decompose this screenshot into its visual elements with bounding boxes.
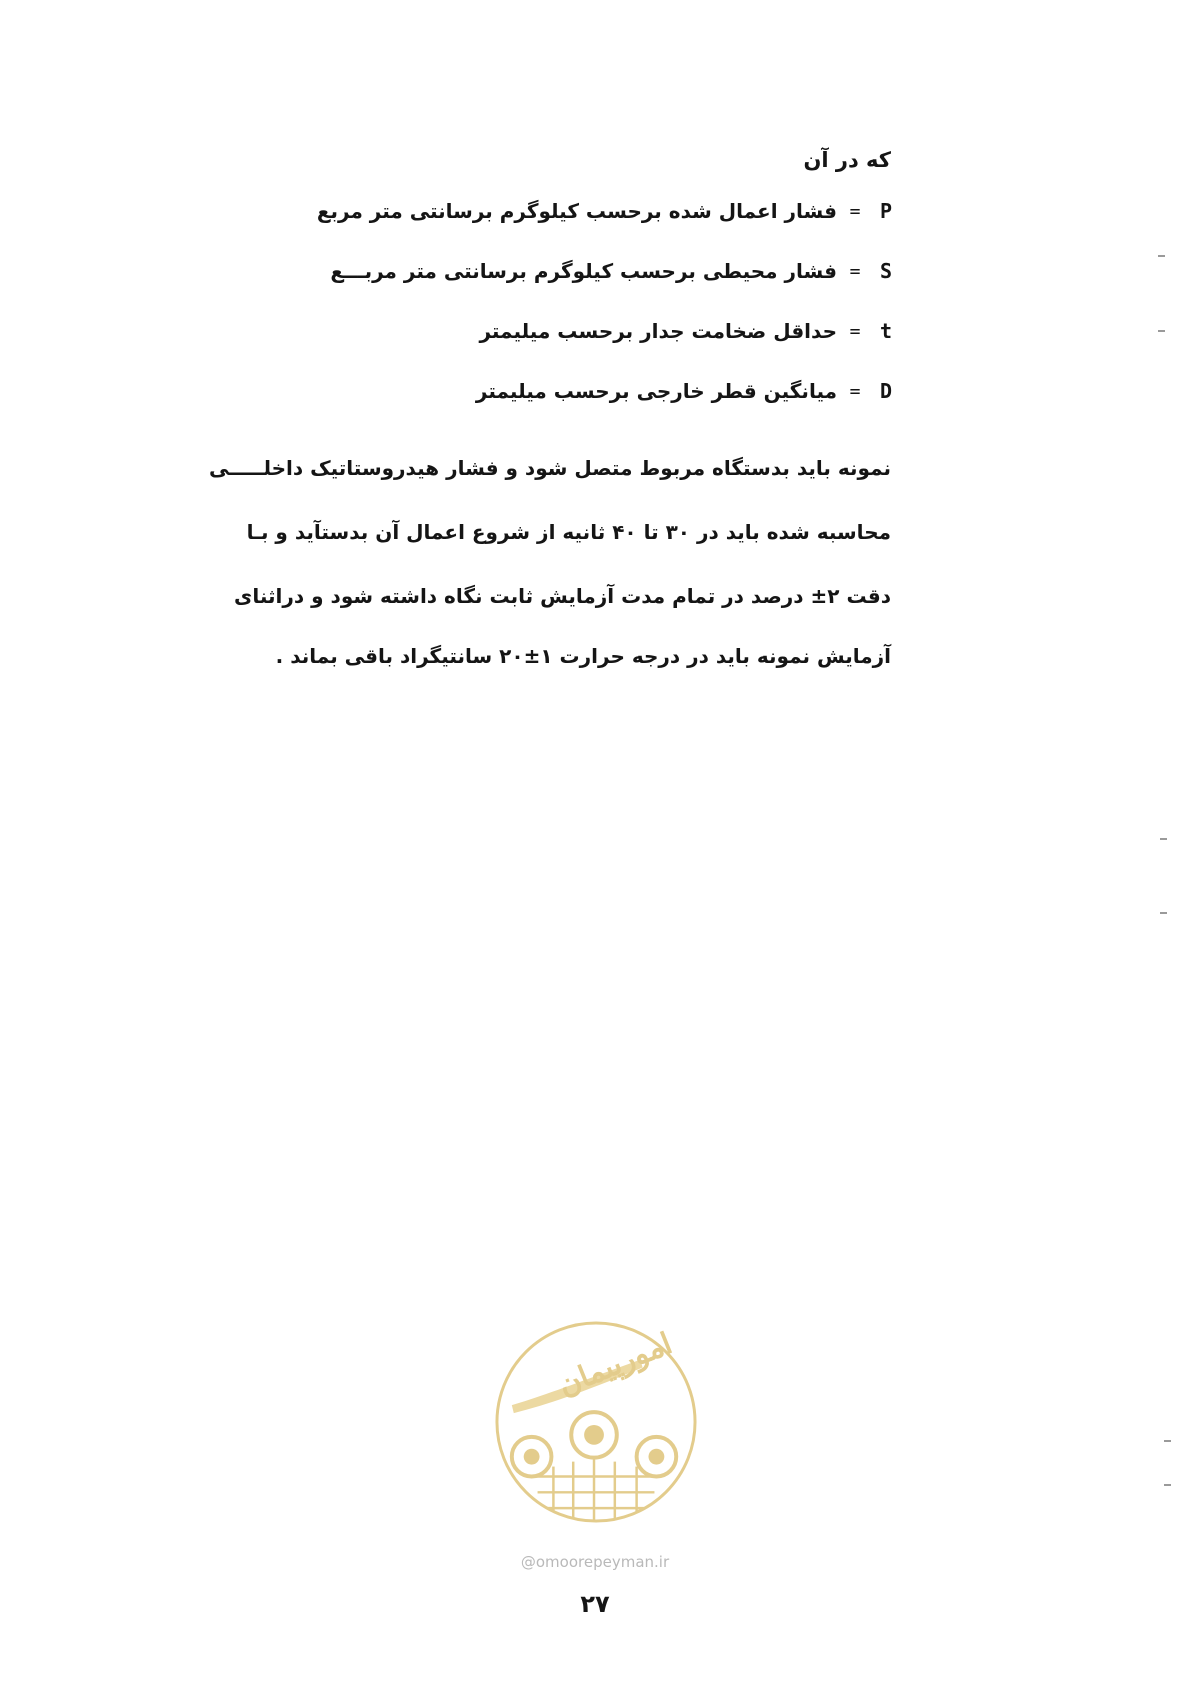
scan-speck [1160, 838, 1167, 840]
scan-speck [1158, 255, 1165, 257]
definition-symbol: S [879, 259, 893, 283]
scan-speck [1160, 912, 1167, 914]
definition-row-p [317, 196, 899, 226]
definition-row-s [330, 256, 899, 286]
watermark-logo-text: امورپیمان [553, 1326, 678, 1404]
definition-equals: = [849, 320, 861, 342]
definition-symbol: D [879, 379, 893, 403]
definition-row-t [479, 316, 899, 346]
definition-equals: = [849, 200, 861, 222]
definition-symbol: t [879, 319, 893, 343]
scan-speck [1164, 1440, 1171, 1442]
definition-symbol: P [879, 199, 893, 223]
paragraph-line: آزمایش نمونه باید در درجه حرارت ۱±۲۰ سانتیگراد باقی بماند . [275, 644, 891, 668]
paragraph-line: دقت ۲± درصد در تمام مدت آزمایش ثابت نگاه داشته شود و دراثنای [234, 584, 891, 608]
scan-speck [1164, 1484, 1171, 1486]
definition-row-d [476, 376, 899, 406]
definition-equals: = [849, 380, 861, 402]
watermark-logo [492, 1318, 700, 1526]
definition-text: فشار محیطی برحسب کیلوگرم برسانتی متر مربـــع [330, 259, 837, 283]
watermark-url: @omoorepeyman.ir [520, 1553, 670, 1571]
page-number: ۲۷ [580, 1590, 610, 1618]
paragraph-line: محاسبه شده باید در ۳۰ تا ۴۰ ثانیه از شروع اعمال آن بدستآید و بـا [246, 520, 891, 544]
definition-text: حداقل ضخامت جدار برحسب میلیمتر [479, 319, 837, 343]
definition-text: میانگین قطر خارجی برحسب میلیمتر [475, 379, 837, 403]
paragraph-line: نمونه باید بدستگاه مربوط متصل شود و فشار هیدروستاتیک داخلـــــی [209, 456, 891, 480]
intro-text: که در آن [803, 148, 891, 172]
definition-text: فشار اعمال شده برحسب کیلوگرم برسانتی متر مربع [316, 199, 837, 223]
scan-speck [1158, 330, 1165, 332]
definition-equals: = [849, 260, 861, 282]
